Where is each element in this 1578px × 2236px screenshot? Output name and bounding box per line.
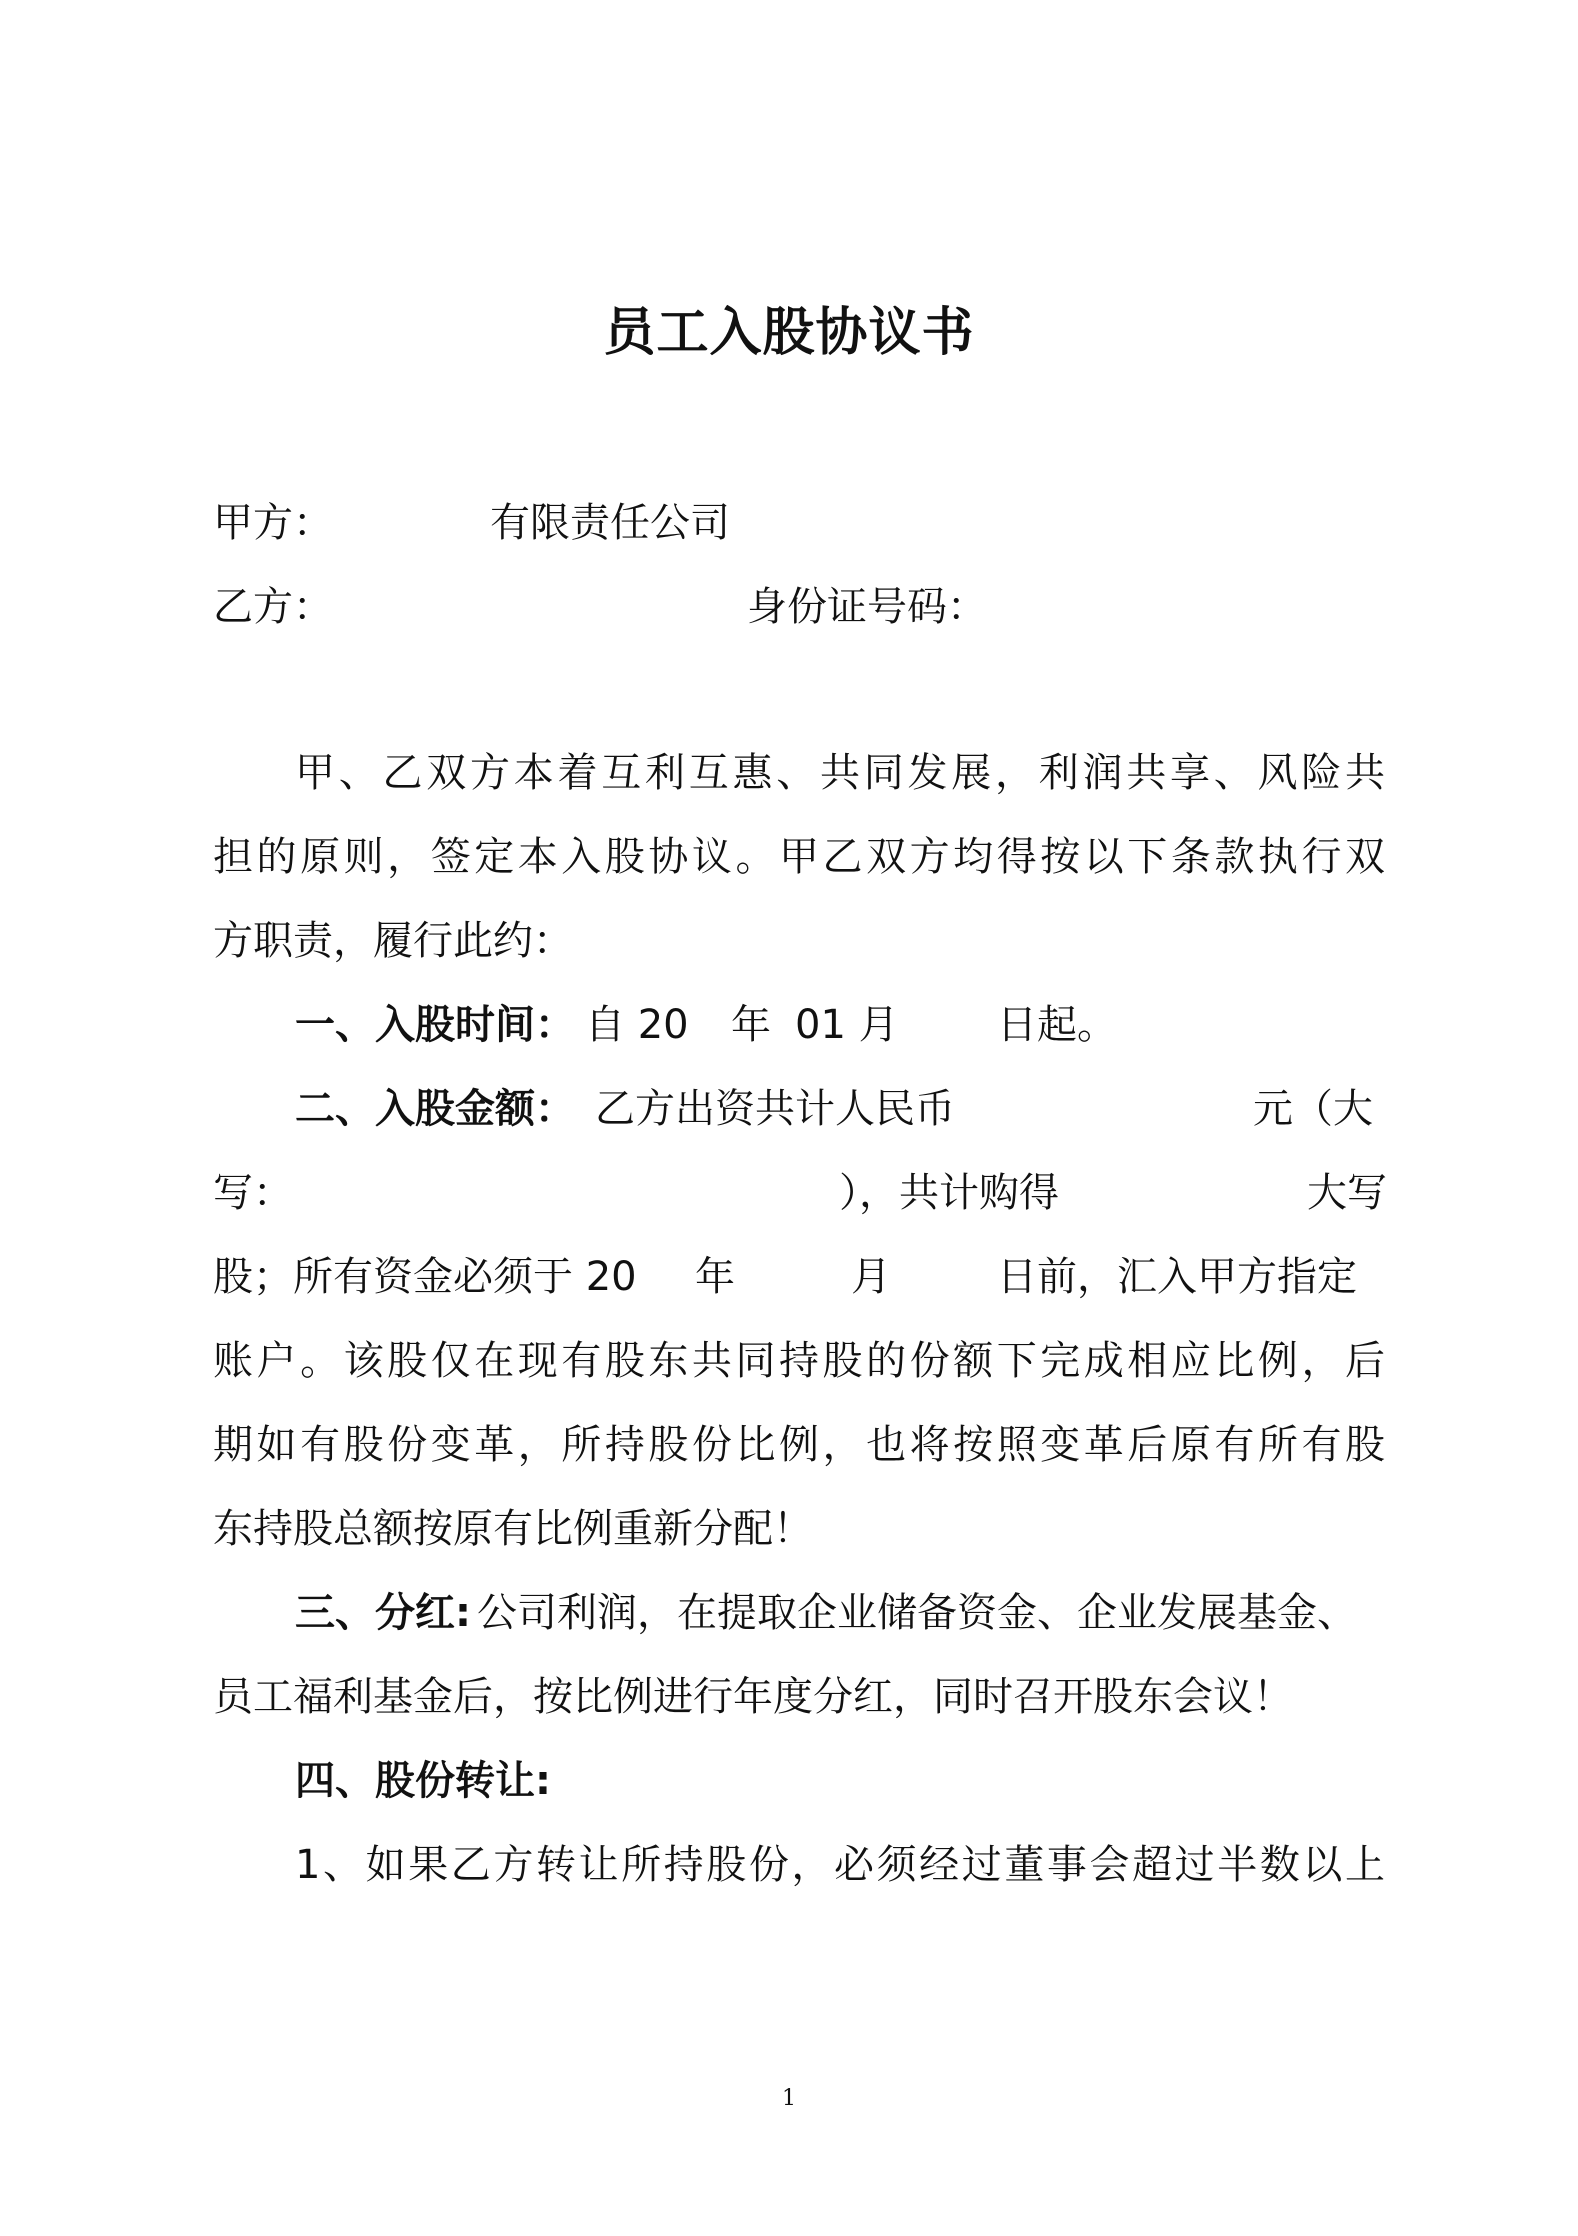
agreement-body: [213, 731, 1385, 1907]
clause-1-year-prefix: 自 20: [585, 1002, 689, 1048]
clause-2-heading: 二、入股金额：: [295, 1086, 575, 1132]
clause-2-line-3: [213, 1235, 1385, 1319]
clause-2-line-1: [213, 1067, 1385, 1151]
clause-3-line-1: [213, 1571, 1385, 1655]
clause-1-heading: 一、入股时间：: [295, 1002, 575, 1048]
clause-3-line-2: 员工福利基金后，按比例进行年度分红，同时召开股东会议！: [213, 1674, 1293, 1720]
clause-2-deadline-month: 月: [851, 1254, 891, 1300]
clause-2-purchase-text: ），共计购得: [839, 1170, 1059, 1216]
clause-3-text: 公司利润，在提取企业储备资金、企业发展基金、: [477, 1590, 1357, 1636]
intro-line-1: 甲、乙双方本着互利互惠、共同发展，利润共享、风险共: [295, 750, 1385, 796]
document-title: 员工入股协议书: [603, 303, 975, 363]
clause-1-day-suffix: 日起。: [997, 1002, 1117, 1048]
clause-2-line-2: [213, 1151, 1385, 1235]
clause-2-deadline-year: 年: [695, 1254, 735, 1300]
intro-line-3: 方职责，履行此约：: [213, 918, 573, 964]
clause-2-yuan-text: 元（大: [1253, 1086, 1373, 1132]
clause-2-line-6: 东持股总额按原有比例重新分配！: [213, 1506, 813, 1552]
party-a-value: 有限责任公司: [490, 500, 730, 546]
party-b-id-label: 身份证号码：: [747, 584, 987, 630]
clause-2-deadline-text: 股；所有资金必须于 20: [213, 1254, 637, 1300]
clause-3-heading: 三、分红:: [295, 1590, 471, 1636]
party-b-label: 乙方：: [213, 584, 333, 630]
clause-1-month: 01 月: [795, 1002, 899, 1048]
page-number: 1: [782, 2086, 796, 2111]
clause-1-line: [213, 983, 1385, 1067]
intro-line-2: 担的原则，签定本入股协议。甲乙双方均得按以下条款执行双: [213, 834, 1385, 880]
clause-4-heading: 四、股份转让:: [295, 1758, 551, 1804]
clause-4-item-1: 1、如果乙方转让所持股份，必须经过董事会超过半数以上: [295, 1842, 1385, 1888]
clause-2-capital-text: 大写: [1307, 1170, 1387, 1216]
clause-2-capital-label: 写：: [213, 1170, 293, 1216]
clause-2-line-4: 账户。该股仅在现有股东共同持股的份额下完成相应比例，后: [213, 1338, 1385, 1384]
clause-2-line-5: 期如有股份变革，所持股份比例，也将按照变革后原有所有股: [213, 1422, 1385, 1468]
clause-2-deadline-day: 日前，汇入甲方指定: [997, 1254, 1357, 1300]
party-a-label: 甲方：: [213, 500, 333, 546]
clause-1-year-unit: 年: [731, 1002, 771, 1048]
clause-2-amount-text: 乙方出资共计人民币: [595, 1086, 955, 1132]
